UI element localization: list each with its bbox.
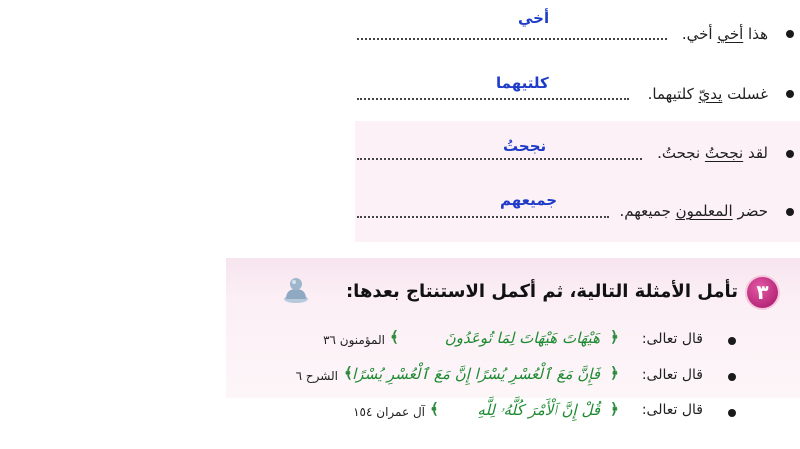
answer-text: أخي	[518, 9, 550, 27]
bullet	[786, 208, 794, 216]
answer-text: جميعهم	[500, 191, 558, 209]
sentence: لقد نجحتُ نجحتُ.	[657, 144, 768, 162]
exercise-number-badge: ٣	[747, 277, 778, 308]
bullet	[786, 90, 794, 98]
sentence: حضر المعلمون جميعهم.	[619, 202, 768, 220]
answer-line	[357, 98, 629, 100]
exercise-title: تأمل الأمثلة التالية، ثم أكمل الاستنتاج بعدها:	[345, 281, 738, 302]
answer-text: كلتيهما	[496, 74, 549, 92]
verse-reference: الشرح ٦	[295, 369, 338, 383]
bullet	[728, 337, 736, 345]
verse-prefix: قال تعالى:	[641, 402, 703, 418]
sentence: غسلت يديّ كلتيهما.	[647, 85, 768, 103]
answer-panel-background	[355, 121, 800, 242]
verse-reference: المؤمنون ٣٦	[323, 333, 385, 347]
bullet	[786, 150, 794, 158]
bracket-open: ﴿	[610, 328, 619, 346]
answer-text: نجحتُ	[503, 137, 547, 155]
bracket-close: ﴾	[344, 364, 353, 382]
bracket-close: ﴾	[430, 400, 439, 418]
bullet	[786, 30, 794, 38]
verse-reference: آل عمران ١٥٤	[353, 405, 425, 419]
verse-prefix: قال تعالى:	[641, 331, 703, 347]
verse-text: قُلْ إِنَّ ٱلْأَمْرَ كُلَّهُۥ لِلَّهِ	[477, 401, 600, 419]
bracket-close: ﴾	[390, 328, 399, 346]
bullet	[728, 409, 736, 417]
verse-text: هَيْهَاتَ هَيْهَاتَ لِمَا تُوعَدُونَ	[444, 329, 600, 347]
person-icon	[282, 276, 310, 304]
bullet	[728, 373, 736, 381]
verse-text: فَإِنَّ مَعَ ٱلْعُسْرِ يُسْرًا إِنَّ مَعَ ٱلْعُسْرِ يُسْرًا	[352, 365, 600, 383]
answer-line	[357, 216, 609, 218]
bracket-open: ﴿	[610, 364, 619, 382]
answer-line	[357, 158, 642, 160]
verse-prefix: قال تعالى:	[641, 367, 703, 383]
sentence: هذا أخي أخي.	[681, 25, 768, 43]
bracket-open: ﴿	[610, 400, 619, 418]
answer-line	[357, 38, 667, 40]
